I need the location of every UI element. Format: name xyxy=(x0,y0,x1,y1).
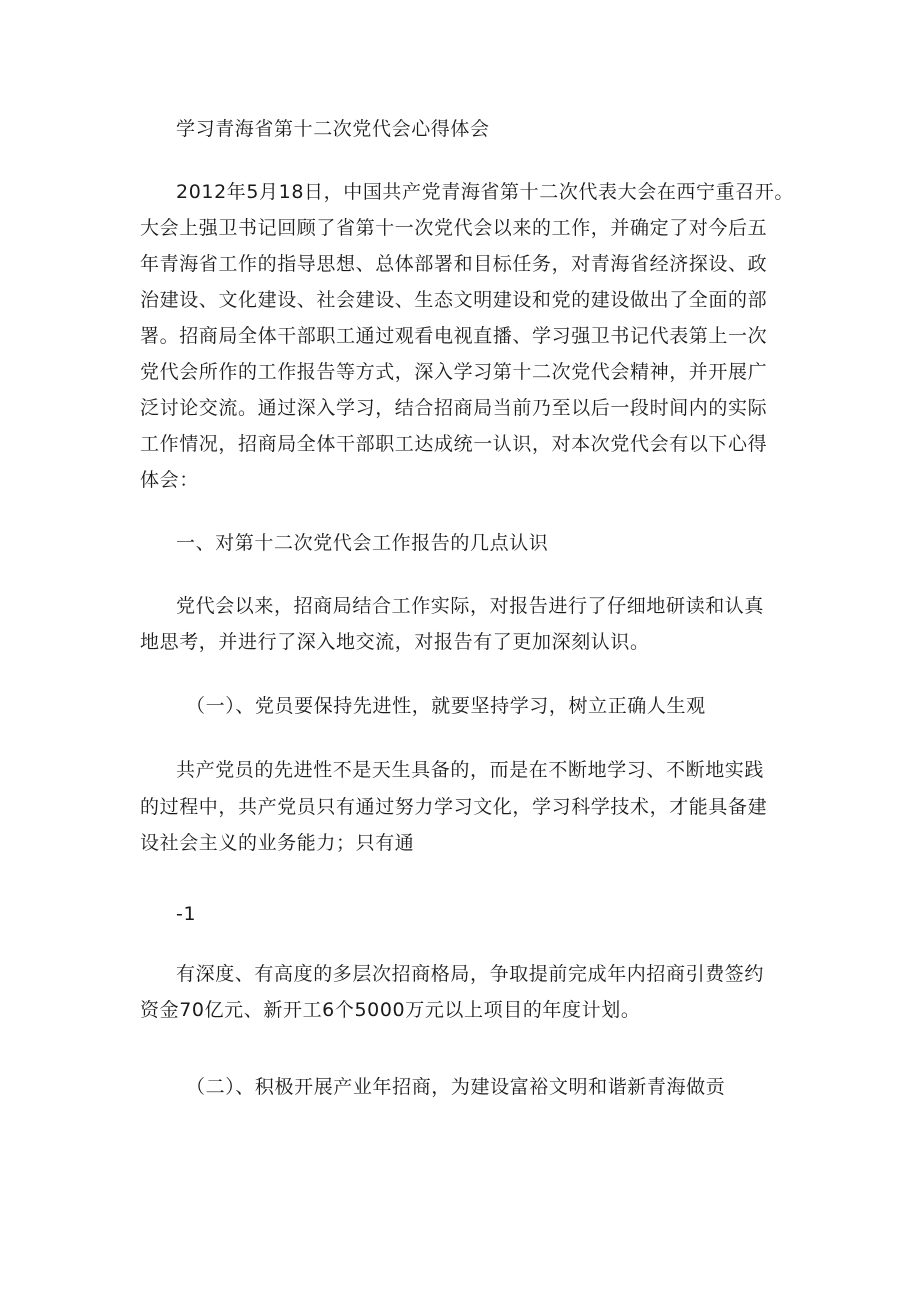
paragraph-line: 工作情况，招商局全体干部职工达成统一认识，对本次党代会有以下心得 xyxy=(140,433,768,455)
paragraph-line: 大会上强卫书记回顾了省第十一次党代会以来的工作，并确定了对今后五 xyxy=(140,217,768,239)
paragraph-line: 地思考，并进行了深入地交流，对报告有了更加深刻认识。 xyxy=(140,631,650,653)
paragraph-line: 泛讨论交流。通过深入学习，结合招商局当前乃至以后一段时间内的实际 xyxy=(140,397,768,419)
page-number: -1 xyxy=(176,903,197,925)
document-title: 学习青海省第十二次党代会心得体会 xyxy=(176,118,490,140)
paragraph-line: 年青海省工作的指导思想、总体部署和目标任务，对青海省经济探设、政 xyxy=(140,253,768,275)
section-heading: 一、对第十二次党代会工作报告的几点认识 xyxy=(176,532,549,554)
paragraph-line: 体会： xyxy=(140,469,199,491)
paragraph-line: 设社会主义的业务能力；只有通 xyxy=(140,832,415,854)
paragraph-line: 2012年5月18日，中国共产党青海省第十二次代表大会在西宁重召开。 xyxy=(176,181,795,203)
paragraph-line: 有深度、有高度的多层次招商格局，争取提前完成年内招商引费签约 xyxy=(176,963,765,985)
paragraph-line: 的过程中，共产党员只有通过努力学习文化，学习科学技术，才能具备建 xyxy=(140,796,768,818)
paragraph-line: 共产党员的先进性不是天生具备的，而是在不断地学习、不断地实践 xyxy=(176,759,765,781)
subsection-heading: （二）、积极开展产业年招商，为建设富裕文明和谐新青海做贡 xyxy=(186,1076,726,1098)
paragraph-line: 资金70亿元、新开工6个5000万元以上项目的年度计划。 xyxy=(140,999,641,1021)
paragraph-line: 党代会以来，招商局结合工作实际，对报告进行了仔细地研读和认真 xyxy=(176,595,765,617)
paragraph-line: 治建设、文化建设、社会建设、生态文明建设和党的建设做出了全面的部 xyxy=(140,289,768,311)
paragraph-line: 党代会所作的工作报告等方式，深入学习第十二次党代会精神，并开展广 xyxy=(140,361,768,383)
paragraph-line: 署。招商局全体干部职工通过观看电视直播、学习强卫书记代表第上一次 xyxy=(140,325,768,347)
subsection-heading: （一）、党员要保持先进性，就要坚持学习，树立正确人生观 xyxy=(186,695,706,717)
